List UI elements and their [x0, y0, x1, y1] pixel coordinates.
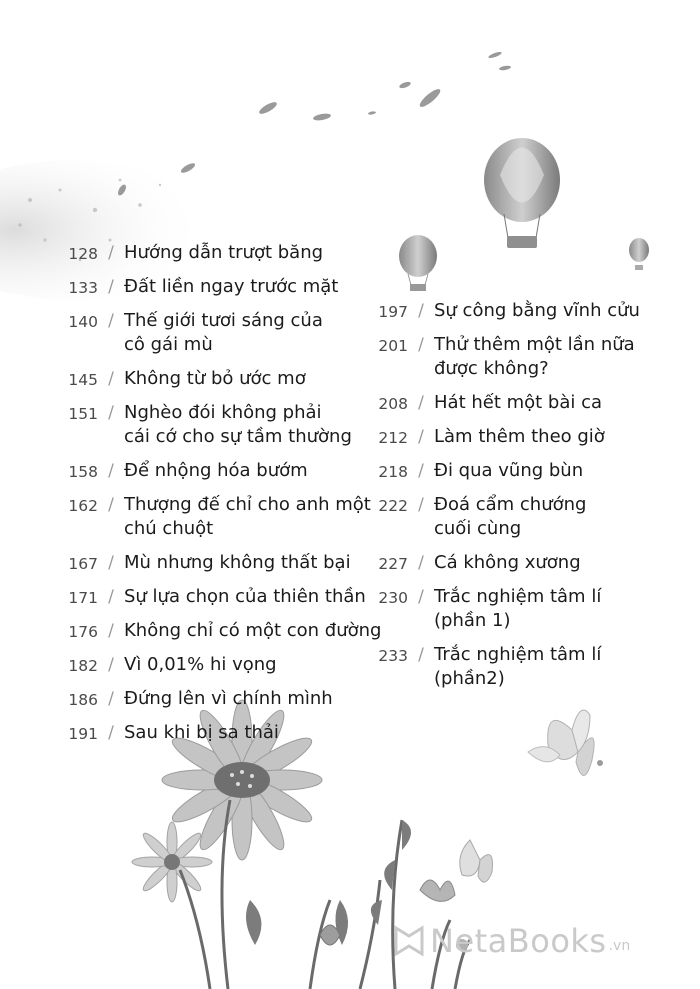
toc-chapter-title: Làm thêm theo giờ: [434, 426, 605, 447]
toc-page-number: 171: [68, 589, 98, 607]
toc-entry: [36, 687, 333, 712]
balloon-large: [484, 138, 560, 248]
toc-page-number: 222: [378, 497, 408, 515]
toc-page-number: 182: [68, 657, 98, 675]
toc-chapter-title: Đất liền ngay trước mặt: [124, 276, 339, 297]
toc-separator: /: [418, 335, 424, 355]
toc-separator: /: [418, 301, 424, 321]
netabooks-logo-icon: [392, 924, 426, 958]
toc-entry: [36, 551, 351, 576]
toc-entry: [36, 493, 371, 541]
toc-chapter-title: Cá không xương: [434, 552, 581, 573]
toc-page-number: 162: [68, 497, 98, 515]
toc-separator: /: [418, 645, 424, 665]
toc-page-number: 140: [68, 313, 98, 331]
toc-chapter-title: Sự lựa chọn của thiên thần: [124, 586, 366, 607]
toc-page-number: 167: [68, 555, 98, 573]
toc-separator: /: [108, 553, 114, 573]
toc-page-number: 201: [378, 337, 408, 355]
toc-chapter-title: Thượng đế chỉ cho anh một chú chuột: [124, 494, 371, 539]
toc-page-number: 233: [378, 647, 408, 665]
toc-page-number: 151: [68, 405, 98, 423]
toc-chapter-title: Sự công bằng vĩnh cửu: [434, 300, 640, 321]
toc-page-number: 145: [68, 371, 98, 389]
toc-separator: /: [418, 461, 424, 481]
toc-chapter-title: Để nhộng hóa bướm: [124, 460, 308, 481]
toc-chapter-title: Hát hết một bài ca: [434, 392, 603, 413]
toc-page-number: 212: [378, 429, 408, 447]
toc-page-number: 133: [68, 279, 98, 297]
toc-separator: /: [108, 587, 114, 607]
toc-page-number: 208: [378, 395, 408, 413]
toc-chapter-title: Không từ bỏ ước mơ: [124, 368, 306, 389]
toc-chapter-title: Thử thêm một lần nữa được không?: [434, 334, 635, 379]
toc-entry: [36, 401, 352, 449]
balloon-small: [629, 238, 649, 270]
toc-page-number: 158: [68, 463, 98, 481]
toc-entry: [346, 551, 581, 576]
toc-entry: [346, 643, 601, 691]
toc-entry: [346, 333, 635, 381]
toc-separator: /: [108, 403, 114, 423]
toc-page-number: 218: [378, 463, 408, 481]
butterfly-large: [528, 710, 603, 776]
floating-leaves: [116, 51, 511, 197]
toc-entry: [346, 585, 601, 633]
toc-entry: [346, 493, 586, 541]
toc-chapter-title: Trắc nghiệm tâm lí (phần2): [434, 644, 602, 689]
toc-separator: /: [108, 311, 114, 331]
balloon-medium: [399, 235, 437, 291]
toc-chapter-title: Mù nhưng không thất bại: [124, 552, 351, 573]
toc-chapter-title: Sau khi bị sa thải: [124, 722, 279, 743]
toc-page-number: 197: [378, 303, 408, 321]
toc-entry: [346, 425, 605, 450]
toc-entry: [36, 309, 323, 357]
small-daisy: [132, 822, 212, 902]
watermark-brand: NetaBooks: [430, 922, 607, 960]
toc-separator: /: [108, 689, 114, 709]
toc-separator: /: [108, 621, 114, 641]
toc-chapter-title: Đi qua vũng bùn: [434, 460, 584, 481]
toc-page-number: 128: [68, 245, 98, 263]
toc-page-number: 230: [378, 589, 408, 607]
toc-chapter-title: Thế giới tươi sáng của cô gái mù: [124, 310, 323, 355]
toc-chapter-title: Đoá cẩm chướng cuối cùng: [434, 494, 587, 539]
toc-separator: /: [108, 655, 114, 675]
toc-separator: /: [108, 243, 114, 263]
toc-separator: /: [108, 461, 114, 481]
toc-separator: /: [418, 495, 424, 515]
toc-page-number: 191: [68, 725, 98, 743]
toc-chapter-title: Vì 0,01% hi vọng: [124, 654, 277, 675]
toc-entry: [346, 459, 583, 484]
toc-entry: [346, 391, 602, 416]
toc-separator: /: [108, 277, 114, 297]
toc-entry: [346, 299, 640, 324]
toc-separator: /: [418, 553, 424, 573]
toc-entry: [36, 275, 338, 300]
watermark-suffix: .vn: [608, 938, 631, 954]
toc-page-number: 186: [68, 691, 98, 709]
toc-entry: [36, 585, 366, 610]
toc-entry: [36, 459, 308, 484]
toc-entry: [36, 619, 381, 644]
toc-page-number: 227: [378, 555, 408, 573]
toc-page-number: 176: [68, 623, 98, 641]
toc-entry: [36, 241, 323, 266]
toc-chapter-title: Trắc nghiệm tâm lí (phần 1): [434, 586, 602, 631]
toc-entry: [36, 721, 279, 746]
butterfly-small: [460, 840, 493, 882]
toc-chapter-title: Hướng dẫn trượt băng: [124, 242, 324, 263]
toc-chapter-title: Đứng lên vì chính mình: [124, 688, 333, 709]
watermark: [392, 922, 630, 960]
toc-entry: [36, 653, 277, 678]
toc-separator: /: [418, 427, 424, 447]
toc-separator: /: [418, 587, 424, 607]
toc-separator: /: [108, 495, 114, 515]
toc-entry: [36, 367, 306, 392]
toc-chapter-title: Không chỉ có một con đường: [124, 620, 382, 641]
toc-separator: /: [418, 393, 424, 413]
toc-separator: /: [108, 369, 114, 389]
toc-chapter-title: Nghèo đói không phải cái cớ cho sự tầm thường: [124, 402, 352, 447]
toc-separator: /: [108, 723, 114, 743]
